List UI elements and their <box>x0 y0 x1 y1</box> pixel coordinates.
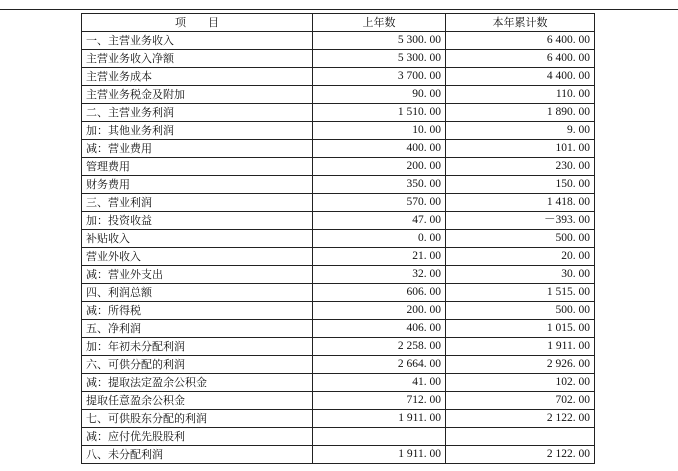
row-item-label: 加：年初未分配利润 <box>82 338 313 356</box>
table-row <box>82 86 595 104</box>
row-current-year-value: 1 890. 00 <box>446 104 595 122</box>
row-current-year-value: 230. 00 <box>446 158 595 176</box>
row-current-year-value: 1 911. 00 <box>446 338 595 356</box>
row-current-year-value: 9. 00 <box>446 122 595 140</box>
table-row <box>82 122 595 140</box>
row-item-label: 加：投资收益 <box>82 212 313 230</box>
row-current-year-value: 2 122. 00 <box>446 446 595 464</box>
row-item-label: 减：营业外支出 <box>82 266 313 284</box>
row-prev-year-value: 200. 00 <box>313 302 446 320</box>
row-prev-year-value: 400. 00 <box>313 140 446 158</box>
table-row <box>82 428 595 446</box>
row-current-year-value: 702. 00 <box>446 392 595 410</box>
income-statement-table <box>81 13 595 464</box>
row-prev-year-value: 1 510. 00 <box>313 104 446 122</box>
table-row <box>82 104 595 122</box>
row-item-label: 减：所得税 <box>82 302 313 320</box>
row-current-year-value: 1 418. 00 <box>446 194 595 212</box>
table-row <box>82 32 595 50</box>
table-row <box>82 284 595 302</box>
row-item-label: 减：提取法定盈余公积金 <box>82 374 313 392</box>
row-item-label: 四、利润总额 <box>82 284 313 302</box>
row-item-label: 主营业务税金及附加 <box>82 86 313 104</box>
row-prev-year-value: 570. 00 <box>313 194 446 212</box>
row-current-year-value: 6 400. 00 <box>446 32 595 50</box>
row-prev-year-value: 2 664. 00 <box>313 356 446 374</box>
row-prev-year-value: 5 300. 00 <box>313 32 446 50</box>
table-row <box>82 374 595 392</box>
row-prev-year-value <box>313 428 446 446</box>
row-prev-year-value: 712. 00 <box>313 392 446 410</box>
row-current-year-value: 20. 00 <box>446 248 595 266</box>
row-prev-year-value: 5 300. 00 <box>313 50 446 68</box>
table-row <box>82 68 595 86</box>
row-item-label: 七、可供股东分配的利润 <box>82 410 313 428</box>
row-prev-year-value: 32. 00 <box>313 266 446 284</box>
table-row <box>82 446 595 464</box>
row-current-year-value: 2 926. 00 <box>446 356 595 374</box>
row-current-year-value: 1 515. 00 <box>446 284 595 302</box>
row-item-label: 财务费用 <box>82 176 313 194</box>
row-current-year-value: 101. 00 <box>446 140 595 158</box>
table-row <box>82 392 595 410</box>
table-row <box>82 248 595 266</box>
row-current-year-value: －393. 00 <box>446 212 595 230</box>
header-prev-year: 上年数 <box>313 14 446 32</box>
row-item-label: 减：营业费用 <box>82 140 313 158</box>
row-item-label: 加：其他业务利润 <box>82 122 313 140</box>
table-row <box>82 410 595 428</box>
row-current-year-value: 4 400. 00 <box>446 68 595 86</box>
row-item-label: 二、主营业务利润 <box>82 104 313 122</box>
row-item-label: 六、可供分配的利润 <box>82 356 313 374</box>
table-row <box>82 212 595 230</box>
row-prev-year-value: 10. 00 <box>313 122 446 140</box>
row-prev-year-value: 90. 00 <box>313 86 446 104</box>
row-current-year-value: 150. 00 <box>446 176 595 194</box>
row-current-year-value: 110. 00 <box>446 86 595 104</box>
row-prev-year-value: 200. 00 <box>313 158 446 176</box>
table-row <box>82 194 595 212</box>
row-prev-year-value: 2 258. 00 <box>313 338 446 356</box>
table-row <box>82 338 595 356</box>
row-current-year-value: 102. 00 <box>446 374 595 392</box>
row-current-year-value: 30. 00 <box>446 266 595 284</box>
row-prev-year-value: 47. 00 <box>313 212 446 230</box>
row-item-label: 补贴收入 <box>82 230 313 248</box>
row-prev-year-value: 1 911. 00 <box>313 410 446 428</box>
table-row <box>82 266 595 284</box>
row-current-year-value: 500. 00 <box>446 302 595 320</box>
row-current-year-value: 6 400. 00 <box>446 50 595 68</box>
row-item-label: 五、净利润 <box>82 320 313 338</box>
row-item-label: 八、未分配利润 <box>82 446 313 464</box>
row-prev-year-value: 0. 00 <box>313 230 446 248</box>
row-current-year-value: 2 122. 00 <box>446 410 595 428</box>
table-row <box>82 320 595 338</box>
table-row <box>82 230 595 248</box>
table-row <box>82 302 595 320</box>
table-row <box>82 356 595 374</box>
row-prev-year-value: 3 700. 00 <box>313 68 446 86</box>
table-row <box>82 158 595 176</box>
row-item-label: 营业外收入 <box>82 248 313 266</box>
table-row <box>82 50 595 68</box>
row-prev-year-value: 606. 00 <box>313 284 446 302</box>
header-current-year: 本年累计数 <box>446 14 595 32</box>
row-prev-year-value: 406. 00 <box>313 320 446 338</box>
row-item-label: 主营业务成本 <box>82 68 313 86</box>
row-item-label: 三、营业利润 <box>82 194 313 212</box>
header-row <box>82 14 595 32</box>
top-rule-line <box>0 9 678 10</box>
row-prev-year-value: 41. 00 <box>313 374 446 392</box>
row-prev-year-value: 1 911. 00 <box>313 446 446 464</box>
row-item-label: 主营业务收入净额 <box>82 50 313 68</box>
row-current-year-value <box>446 428 595 446</box>
row-current-year-value: 500. 00 <box>446 230 595 248</box>
table-row <box>82 140 595 158</box>
table-row <box>82 176 595 194</box>
row-prev-year-value: 350. 00 <box>313 176 446 194</box>
row-prev-year-value: 21. 00 <box>313 248 446 266</box>
row-item-label: 减：应付优先股股利 <box>82 428 313 446</box>
row-item-label: 提取任意盈余公积金 <box>82 392 313 410</box>
row-item-label: 管理费用 <box>82 158 313 176</box>
header-item: 项 目 <box>82 14 313 32</box>
row-current-year-value: 1 015. 00 <box>446 320 595 338</box>
row-item-label: 一、主营业务收入 <box>82 32 313 50</box>
